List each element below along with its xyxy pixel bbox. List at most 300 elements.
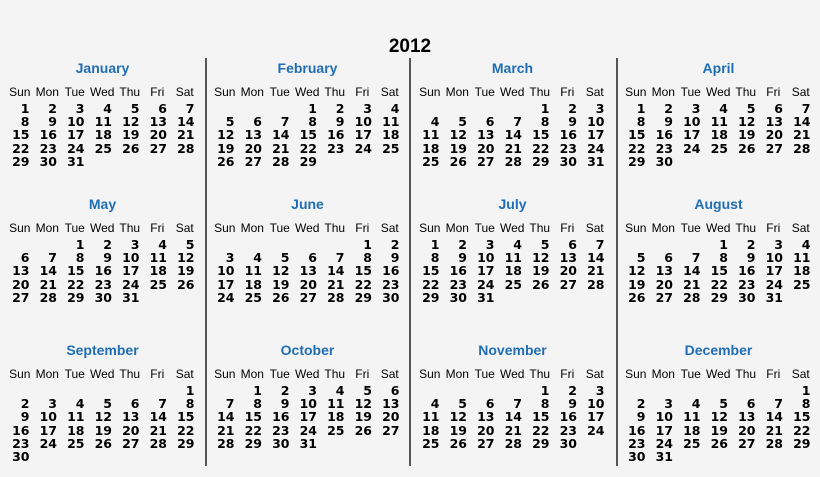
- day-cell: 2: [636, 396, 646, 412]
- day-cell: 17: [217, 276, 235, 292]
- day-cell: 9: [746, 250, 756, 266]
- day-cell: 12: [272, 263, 290, 279]
- week-row: [416, 424, 609, 437]
- day-cell: 26: [217, 153, 235, 169]
- day-cell: 19: [738, 127, 756, 143]
- weekday-label: Sun: [419, 367, 441, 381]
- day-cell: 6: [158, 101, 167, 116]
- day-cell: [677, 155, 705, 168]
- week-rows: [211, 384, 404, 450]
- weekday-label: Sat: [380, 367, 399, 381]
- day-cell: 27: [244, 153, 262, 169]
- day-cell: 5: [363, 383, 372, 398]
- day-cell: 5: [185, 237, 195, 252]
- day-cell: 30: [272, 435, 290, 451]
- day-cell: 25: [793, 276, 811, 292]
- day-cell: 14: [272, 127, 290, 143]
- weekday-label: Tue: [269, 85, 290, 99]
- weekday-header: [622, 85, 815, 99]
- day-cell: 5: [103, 396, 112, 412]
- day-cell: 27: [122, 435, 140, 451]
- day-cell: 24: [683, 140, 701, 156]
- day-cell: [321, 155, 349, 168]
- week-rows: [622, 384, 815, 463]
- month-title: May: [88, 196, 117, 212]
- day-cell: 4: [390, 101, 400, 116]
- day-cell: 22: [299, 140, 317, 156]
- day-cell: 21: [587, 263, 605, 279]
- day-cell: 11: [67, 409, 85, 425]
- day-cell: 29: [793, 435, 811, 451]
- day-cell: 16: [272, 409, 290, 425]
- day-cell: 24: [217, 289, 235, 305]
- week-rows: [211, 238, 404, 304]
- day-cell: 1: [363, 237, 372, 252]
- day-cell: 29: [67, 289, 85, 305]
- week-row: [211, 238, 404, 251]
- weekday-label: Mon: [240, 85, 264, 99]
- day-cell: 16: [39, 127, 57, 143]
- day-cell: 1: [75, 237, 85, 252]
- day-cell: 6: [390, 383, 400, 398]
- day-cell: 30: [39, 153, 57, 169]
- day-cell: 2: [458, 237, 467, 252]
- day-cell: 10: [122, 250, 140, 266]
- day-cell: 14: [504, 127, 522, 143]
- day-cell: 23: [12, 435, 30, 451]
- day-cell: 28: [39, 289, 57, 305]
- day-cell: 15: [532, 127, 550, 143]
- day-cell: 22: [532, 422, 550, 438]
- day-cell: 15: [299, 127, 317, 143]
- weekday-label: Mon: [35, 367, 59, 381]
- weekday-label: Fri: [560, 85, 575, 99]
- day-cell: 4: [158, 237, 167, 252]
- day-cell: 31: [587, 153, 605, 169]
- day-cell: 29: [12, 153, 30, 169]
- day-cell: 4: [430, 114, 440, 130]
- weekday-label: Mon: [35, 221, 59, 235]
- day-cell: 4: [103, 101, 112, 116]
- day-cell: 12: [532, 250, 550, 266]
- day-cell: 21: [39, 276, 57, 292]
- weekday-label: Fri: [766, 221, 781, 235]
- day-cell: 31: [765, 289, 783, 305]
- day-cell: 17: [354, 127, 372, 143]
- day-cell: 6: [746, 396, 756, 412]
- weekday-label: Thu: [735, 367, 757, 381]
- day-cell: 25: [244, 289, 262, 305]
- day-cell: 6: [308, 250, 317, 266]
- day-cell: [321, 437, 349, 450]
- week-row: [622, 450, 815, 463]
- month-title: March: [491, 60, 534, 76]
- day-cell: 25: [422, 435, 440, 451]
- day-cell: 28: [327, 289, 345, 305]
- week-row: [416, 142, 609, 155]
- weekday-label: Mon: [651, 221, 675, 235]
- weekday-header: [416, 221, 609, 235]
- month-title: November: [478, 342, 547, 358]
- weekday-label: Mon: [651, 367, 675, 381]
- day-cell: [760, 155, 788, 168]
- day-cell: 25: [422, 153, 440, 169]
- day-cell: 15: [793, 409, 811, 425]
- week-row: [211, 410, 404, 423]
- day-cell: 6: [130, 396, 140, 412]
- day-cell: 17: [683, 127, 701, 143]
- day-cell: 1: [253, 383, 262, 398]
- week-row: [416, 278, 609, 291]
- day-cell: 6: [485, 396, 495, 412]
- day-cell: 27: [149, 140, 167, 156]
- weekday-label: Sat: [585, 85, 604, 99]
- day-cell: 15: [67, 263, 85, 279]
- day-cell: 20: [765, 127, 783, 143]
- day-cell: 24: [354, 140, 372, 156]
- day-cell: 18: [244, 276, 262, 292]
- week-rows: [622, 238, 815, 304]
- day-cell: 14: [327, 263, 345, 279]
- day-cell: 7: [513, 396, 522, 412]
- day-cell: 31: [122, 289, 140, 305]
- day-cell: 24: [477, 276, 495, 292]
- day-cell: 2: [20, 396, 30, 412]
- day-cell: [376, 437, 404, 450]
- day-cell: 14: [765, 409, 783, 425]
- day-cell: 3: [691, 101, 701, 116]
- week-row: [211, 437, 404, 450]
- month-title: December: [684, 342, 753, 358]
- day-cell: 17: [655, 422, 673, 438]
- day-cell: 5: [540, 237, 550, 252]
- day-cell: 23: [559, 422, 577, 438]
- day-cell: 19: [94, 422, 112, 438]
- day-cell: 21: [504, 140, 522, 156]
- weekday-label: Mon: [240, 221, 264, 235]
- weekday-label: Tue: [680, 367, 701, 381]
- day-cell: [677, 450, 705, 463]
- month-title: April: [702, 60, 735, 76]
- week-rows: [6, 102, 199, 168]
- day-cell: [581, 291, 609, 304]
- week-row: [6, 238, 199, 251]
- week-row: [622, 424, 815, 437]
- day-cell: 2: [390, 237, 400, 252]
- day-cell: 1: [185, 383, 195, 398]
- day-cell: 19: [628, 276, 646, 292]
- weekday-label: Sat: [175, 221, 194, 235]
- day-cell: 5: [746, 101, 756, 116]
- day-cell: 18: [67, 422, 85, 438]
- week-row: [416, 437, 609, 450]
- day-cell: [89, 155, 117, 168]
- week-rows: [6, 238, 199, 304]
- day-cell: 13: [382, 396, 400, 412]
- day-cell: 5: [225, 114, 235, 130]
- day-cell: 11: [327, 396, 345, 412]
- weekday-label: Sat: [791, 85, 810, 99]
- day-cell: 14: [504, 409, 522, 425]
- day-cell: 7: [48, 250, 57, 266]
- day-cell: 3: [774, 237, 783, 252]
- day-cell: 23: [628, 435, 646, 451]
- week-row: [416, 410, 609, 423]
- day-cell: 17: [67, 127, 85, 143]
- day-cell: 25: [149, 276, 167, 292]
- day-cell: 16: [382, 263, 400, 279]
- day-cell: 29: [177, 435, 195, 451]
- day-cell: 15: [12, 127, 30, 143]
- day-cell: 6: [774, 101, 783, 116]
- day-cell: 23: [94, 276, 112, 292]
- weekday-label: Tue: [64, 85, 85, 99]
- weekday-header: [6, 85, 199, 99]
- day-cell: 29: [354, 289, 372, 305]
- column-divider: [205, 58, 207, 466]
- day-cell: 26: [449, 435, 467, 451]
- day-cell: 2: [335, 101, 345, 116]
- day-cell: 10: [299, 396, 317, 412]
- week-row: [622, 128, 815, 141]
- day-cell: 13: [12, 263, 30, 279]
- day-cell: 30: [94, 289, 112, 305]
- day-cell: 11: [382, 114, 400, 130]
- week-row: [6, 264, 199, 277]
- weekday-label: Thu: [529, 85, 551, 99]
- month-title: July: [498, 196, 527, 212]
- weekday-header: [622, 221, 815, 235]
- day-cell: 26: [122, 140, 140, 156]
- day-cell: 10: [39, 409, 57, 425]
- weekday-label: Mon: [445, 221, 469, 235]
- week-row: [6, 437, 199, 450]
- day-cell: 9: [568, 114, 577, 130]
- day-cell: [581, 437, 609, 450]
- day-cell: [89, 450, 117, 463]
- day-cell: [144, 450, 172, 463]
- day-cell: 8: [801, 396, 811, 412]
- day-cell: 17: [765, 263, 783, 279]
- day-cell: 15: [710, 263, 728, 279]
- day-cell: 25: [382, 140, 400, 156]
- day-cell: 4: [75, 396, 85, 412]
- day-cell: 8: [20, 114, 30, 130]
- day-cell: 17: [299, 409, 317, 425]
- day-cell: 14: [217, 409, 235, 425]
- weekday-label: Wed: [295, 221, 320, 235]
- weekday-label: Wed: [500, 85, 525, 99]
- day-cell: 19: [177, 263, 195, 279]
- day-cell: 12: [177, 250, 195, 266]
- day-cell: [705, 450, 733, 463]
- day-cell: 23: [449, 276, 467, 292]
- day-cell: 17: [39, 422, 57, 438]
- day-cell: 2: [103, 237, 112, 252]
- day-cell: 13: [765, 114, 783, 130]
- day-cell: 30: [559, 435, 577, 451]
- week-rows: [211, 102, 404, 168]
- week-rows: [622, 102, 815, 168]
- day-cell: [116, 155, 144, 168]
- day-cell: 21: [683, 276, 701, 292]
- year-title: 2012: [388, 36, 432, 57]
- week-rows: [416, 102, 609, 168]
- day-cell: 1: [430, 237, 440, 252]
- day-cell: 23: [272, 422, 290, 438]
- day-cell: 11: [422, 409, 440, 425]
- day-cell: 8: [430, 250, 440, 266]
- day-cell: 27: [477, 435, 495, 451]
- day-cell: 12: [710, 409, 728, 425]
- week-row: [416, 291, 609, 304]
- month-title: August: [694, 196, 743, 212]
- week-row: [211, 264, 404, 277]
- day-cell: 25: [710, 140, 728, 156]
- day-cell: 14: [587, 250, 605, 266]
- day-cell: [116, 450, 144, 463]
- day-cell: 20: [244, 140, 262, 156]
- weekday-label: Wed: [90, 367, 115, 381]
- weekday-label: Thu: [735, 221, 757, 235]
- week-row: [622, 278, 815, 291]
- day-cell: 18: [382, 127, 400, 143]
- day-cell: 10: [655, 409, 673, 425]
- day-cell: 10: [67, 114, 85, 130]
- day-cell: 26: [177, 276, 195, 292]
- day-cell: 29: [532, 153, 550, 169]
- day-cell: 30: [382, 289, 400, 305]
- day-cell: 30: [655, 153, 673, 169]
- weekday-label: Thu: [529, 367, 551, 381]
- day-cell: 12: [738, 114, 756, 130]
- day-cell: [787, 291, 815, 304]
- day-cell: 1: [636, 101, 646, 116]
- day-cell: 15: [244, 409, 262, 425]
- day-cell: 3: [595, 101, 605, 116]
- day-cell: 13: [559, 250, 577, 266]
- day-cell: [171, 450, 199, 463]
- day-cell: 28: [272, 153, 290, 169]
- week-row: [211, 291, 404, 304]
- weekday-label: Fri: [150, 85, 165, 99]
- weekday-label: Fri: [766, 367, 781, 381]
- day-cell: 12: [122, 114, 140, 130]
- day-cell: 14: [793, 114, 811, 130]
- day-cell: 26: [710, 435, 728, 451]
- weekday-header: [416, 85, 609, 99]
- day-cell: 28: [587, 276, 605, 292]
- weekday-label: Sun: [9, 85, 31, 99]
- day-cell: 6: [485, 114, 495, 130]
- day-cell: 28: [149, 435, 167, 451]
- day-cell: 2: [664, 101, 673, 116]
- day-cell: 30: [738, 289, 756, 305]
- day-cell: 7: [158, 396, 167, 412]
- day-cell: 9: [48, 114, 57, 130]
- day-cell: 19: [449, 140, 467, 156]
- day-cell: 1: [540, 101, 550, 116]
- week-row: [6, 450, 199, 463]
- week-row: [416, 155, 609, 168]
- day-cell: 5: [719, 396, 728, 412]
- weekday-label: Fri: [355, 85, 370, 99]
- day-cell: 20: [559, 263, 577, 279]
- day-cell: 20: [655, 276, 673, 292]
- day-cell: 27: [477, 153, 495, 169]
- day-cell: 29: [532, 435, 550, 451]
- day-cell: 2: [568, 101, 577, 116]
- weekday-label: Sat: [380, 85, 399, 99]
- weekday-label: Tue: [269, 221, 290, 235]
- weekday-label: Tue: [64, 367, 85, 381]
- day-cell: 16: [559, 409, 577, 425]
- day-cell: 27: [655, 289, 673, 305]
- weekday-label: Sat: [175, 367, 194, 381]
- month-title: October: [280, 342, 335, 358]
- day-cell: 24: [39, 435, 57, 451]
- day-cell: 25: [67, 435, 85, 451]
- day-cell: 7: [185, 101, 195, 116]
- weekday-label: Mon: [445, 367, 469, 381]
- day-cell: 12: [217, 127, 235, 143]
- day-cell: 21: [793, 127, 811, 143]
- weekday-label: Fri: [355, 221, 370, 235]
- day-cell: 28: [504, 435, 522, 451]
- month-title: January: [75, 60, 130, 76]
- weekday-label: Sun: [419, 85, 441, 99]
- day-cell: 19: [272, 276, 290, 292]
- day-cell: 22: [354, 276, 372, 292]
- weekday-label: Sat: [585, 221, 604, 235]
- day-cell: 8: [363, 250, 372, 266]
- day-cell: 18: [94, 127, 112, 143]
- day-cell: 30: [559, 153, 577, 169]
- day-cell: 22: [793, 422, 811, 438]
- day-cell: [732, 155, 760, 168]
- day-cell: 9: [280, 396, 290, 412]
- weekday-label: Sun: [214, 85, 236, 99]
- weekday-label: Sun: [625, 367, 647, 381]
- day-cell: 29: [422, 289, 440, 305]
- weekday-label: Thu: [529, 221, 551, 235]
- day-cell: 25: [504, 276, 522, 292]
- day-cell: 24: [765, 276, 783, 292]
- day-cell: 5: [458, 396, 467, 412]
- day-cell: 7: [513, 114, 522, 130]
- day-cell: 7: [280, 114, 290, 130]
- day-cell: 29: [244, 435, 262, 451]
- weekday-label: Sat: [791, 221, 810, 235]
- week-row: [211, 142, 404, 155]
- day-cell: 27: [765, 140, 783, 156]
- weekday-label: Mon: [35, 85, 59, 99]
- day-cell: 25: [327, 422, 345, 438]
- weekday-header: [6, 367, 199, 381]
- weekday-label: Sat: [175, 85, 194, 99]
- day-cell: 8: [719, 250, 728, 266]
- day-cell: [760, 450, 788, 463]
- week-row: [622, 264, 815, 277]
- weekday-label: Sat: [380, 221, 399, 235]
- day-cell: 11: [94, 114, 112, 130]
- day-cell: 28: [765, 435, 783, 451]
- week-rows: [416, 238, 609, 304]
- day-cell: [61, 450, 89, 463]
- day-cell: 11: [793, 250, 811, 266]
- day-cell: 21: [149, 422, 167, 438]
- weekday-label: Sun: [625, 85, 647, 99]
